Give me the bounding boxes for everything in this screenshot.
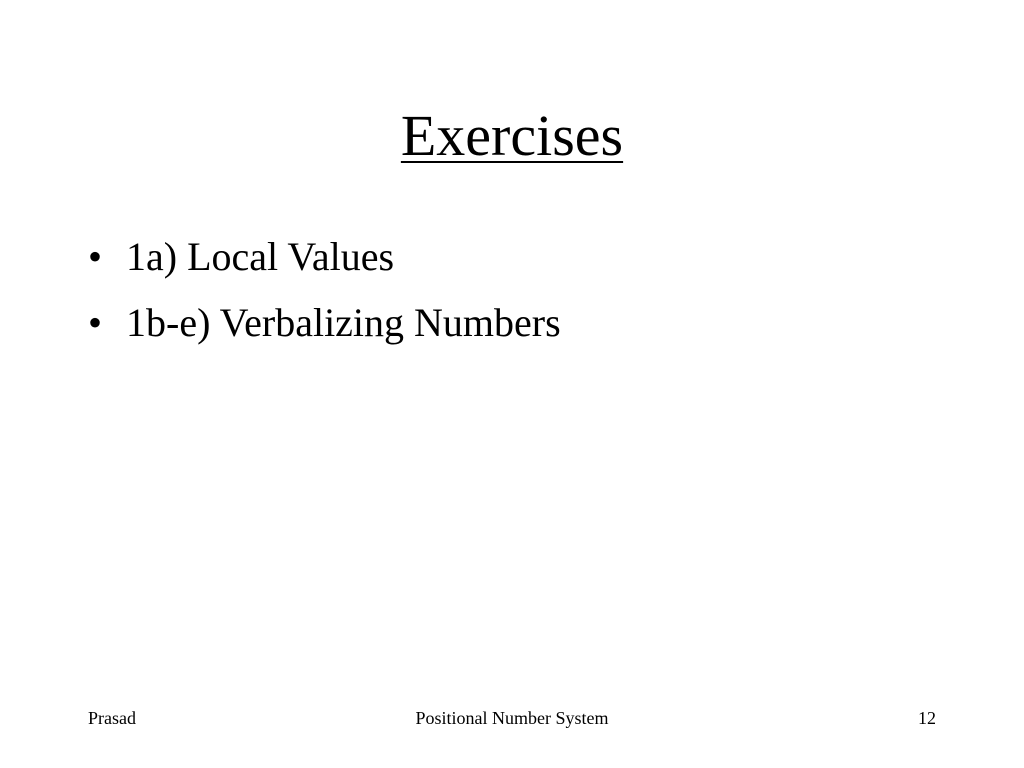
slide-title: Exercises — [400, 103, 624, 168]
bullet-item — [88, 299, 561, 347]
bullet-item — [88, 233, 561, 281]
bullet-text: 1a) Local Values — [126, 234, 395, 279]
footer-author: Prasad — [88, 708, 136, 728]
slide-number: 12 — [918, 708, 936, 728]
bullet-icon: • — [88, 300, 103, 345]
bullet-text: 1b-e) Verbalizing Numbers — [126, 300, 561, 345]
bullet-list — [88, 233, 561, 365]
footer-title: Positional Number System — [415, 708, 609, 728]
bullet-icon: • — [88, 234, 103, 279]
